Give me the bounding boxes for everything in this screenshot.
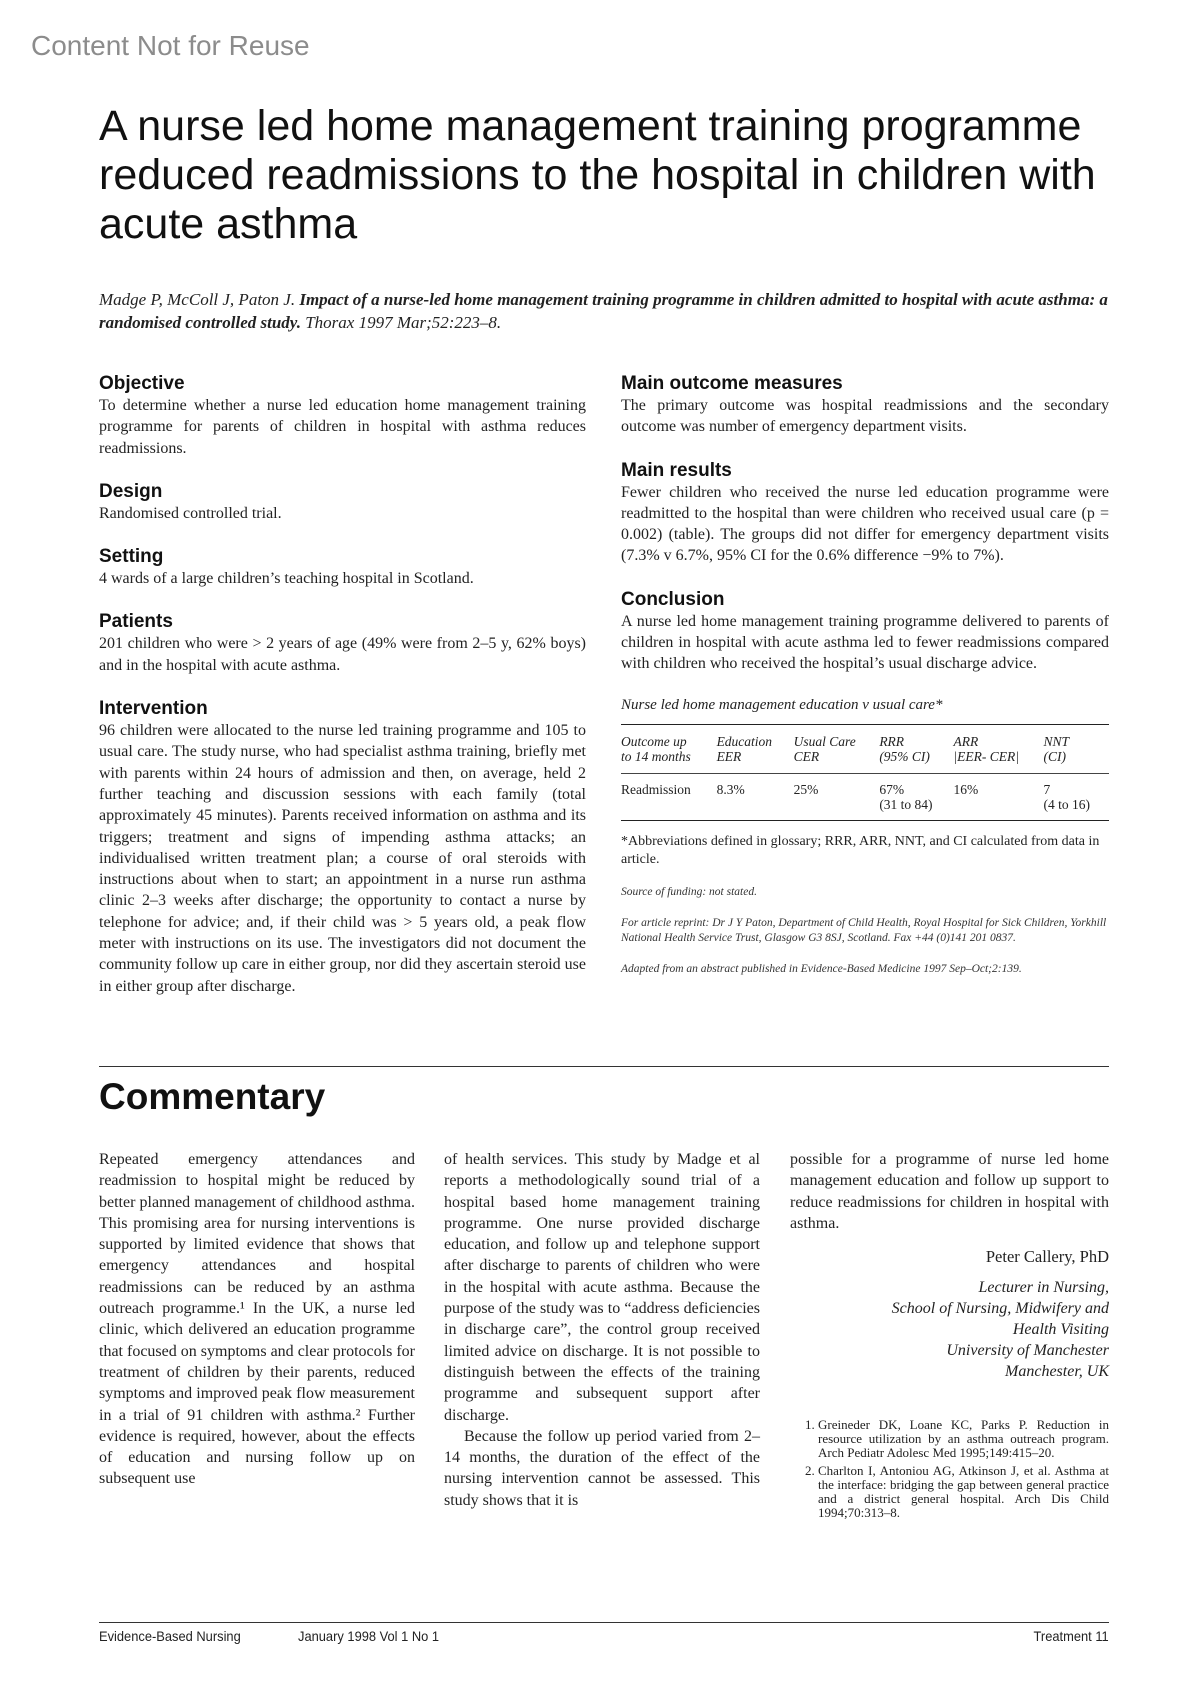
section-heading: Conclusion (621, 588, 725, 610)
footer-issue: January 1998 Vol 1 No 1 (298, 1628, 440, 1644)
section-text: 96 children were allocated to the nurse led training programme and 105 to usual care. The study nurse, who had specialist asthma training, briefly met with parents within 24 hours of admission and then, on average, held 2 further teaching and discussion sessions with each family (total approximately 45 minutes). Parents received information on asthma and its triggers; treatment and signs of impending asthma attacks; an individualised written treatment plan; a course of oral steroids with instructions about when to start; an appointment in a nurse run asthma clinic 2–3 weeks after discharge; the opportunity to contact a nurse by telephone for advice; and, if their child was > 5 years old, a peak flow meter with instructions on its use. The investigators did not document the community follow up care in either group, nor did they ascertain steroid use in either group after discharge. (99, 722, 586, 995)
header-nnt: NNT (CI) (1044, 724, 1109, 773)
section-text: Randomised controlled trial. (99, 504, 282, 522)
design-section (99, 481, 586, 524)
section-heading: Intervention (99, 698, 208, 720)
section-text: To determine whether a nurse led education home management training programme for parents of children in hospital with asthma reduces readmissions. (99, 397, 586, 457)
footer-journal: Evidence-Based Nursing (99, 1628, 241, 1644)
reference-list (790, 1418, 1109, 1520)
cell-cer: 25% (793, 781, 819, 797)
citation-authors: Madge P, McColl J, Paton J. (99, 290, 296, 309)
table-footnote: *Abbreviations defined in glossary; RRR, ARR, NNT, and CI calculated from data in article. (621, 833, 1100, 867)
conclusion-section (621, 589, 1109, 675)
header-eer: Education EER (717, 724, 794, 773)
commentary-column-3 (790, 1149, 1109, 1524)
section-text: 201 children who were > 2 years of age (49% were from 2–5 y, 62% boys) and in the hospital with acute asthma. (99, 635, 586, 674)
footer-rule (99, 1622, 1109, 1623)
section-heading: Setting (99, 546, 164, 568)
table-header-row (621, 724, 1109, 773)
header-outcome: Outcome up to 14 months (621, 724, 717, 773)
reprint-note: For article reprint: Dr J Y Paton, Department of Child Health, Royal Hospital for Sick Children, Yorkhill National Health Service Trust, Glasgow G3 8SJ, Scotland. Fax +44 (0)141 201 0837. (621, 916, 1107, 944)
intervention-section (99, 698, 586, 997)
section-text: Fewer children who received the nurse led education programme were readmitted to the hospital than were children who received usual care (p = 0.002) (table). The groups did not differ for emergency department visits (7.3% v 6.7%, 95% CI for the 0.6% difference −9% to 7%). (621, 483, 1109, 565)
citation-source: Thorax 1997 Mar;52:223–8. (305, 313, 502, 332)
main-outcome-section (621, 373, 1109, 438)
cell-outcome: Readmission (621, 781, 691, 797)
cell-rrr: 67% (31 to 84) (879, 781, 933, 812)
author-affiliation: Lecturer in Nursing, School of Nursing, Midwifery and Health Visiting University of Manchester Manchester, UK (891, 1279, 1109, 1381)
citation (99, 288, 1109, 334)
cell-eer: 8.3% (716, 781, 745, 797)
reference-item: 2. Charlton I, Antoniou AG, Atkinson J, et al. Asthma at the interface: bridging the gap between general practice and a district general hospital. Arch Dis Child 1994;70:313–8. (818, 1464, 1109, 1520)
section-heading: Objective (99, 373, 185, 394)
table-caption: Nurse led home management education v usual care* (621, 696, 943, 713)
header-cer: Usual Care CER (794, 724, 880, 773)
reference-item: 1. Greineder DK, Loane KC, Parks P. Reduction in resource utilization by an asthma outreach program. Arch Pediatr Adolesc Med 1995;149:415–20. (818, 1418, 1109, 1460)
commentary-paragraph: Repeated emergency attendances and readmission to hospital might be reduced by better planned management of childhood asthma. This promising area for nursing interventions is supported by limited evidence that shows that emergency attendances and hospital readmissions can be reduced by an asthma outreach programme.¹ In the UK, a nurse led clinic, which delivered an education programme that focused on symptoms and clear protocols for treatment of children by their parents, reduced symptoms and improved peak flow measurement in a trial of 91 children with asthma.² Further evidence is required, however, about the effects of education and nursing follow up on subsequent use (99, 1151, 415, 1488)
section-text: The primary outcome was hospital readmissions and the secondary outcome was number of emergency department visits. (621, 397, 1109, 436)
section-heading: Design (99, 480, 163, 502)
commentary-author: Peter Callery, PhD (985, 1247, 1109, 1267)
citation-title: Impact of a nurse-led home management training programme in children admitted to hospital with acute asthma: a randomised controlled study. (99, 290, 1108, 332)
adapted-note: Adapted from an abstract published in Evidence-Based Medicine 1997 Sep–Oct;2:139. (621, 962, 1022, 975)
watermark: Content Not for Reuse (31, 30, 310, 61)
header-arr: ARR |EER- CER| (953, 724, 1043, 773)
header-rrr: RRR (95% CI) (879, 724, 953, 773)
section-heading: Patients (99, 611, 173, 633)
article-title: A nurse led home management training programme reduced readmissions to the hospital in children with acute asthma (99, 102, 1096, 248)
commentary-paragraph: of health services. This study by Madge et al reports a methodologically sound trial of a hospital based home management training programme. One nurse provided discharge education, and follow up and telephone support after discharge to parents of children who were in the hospital with acute asthma. Because the purpose of the study was to “address deficiencies in discharge care”, the control group received limited advice on discharge. It is not possible to distinguish between the effects of the training programme and subsequent support after discharge. (444, 1151, 760, 1424)
section-heading: Main outcome measures (621, 373, 843, 394)
commentary-paragraph: possible for a programme of nurse led home management education and follow up support to reduce readmissions for children in hospital with asthma. (790, 1151, 1109, 1232)
commentary-paragraph: Because the follow up period varied from 2–14 months, the duration of the effect of the nursing intervention cannot be assessed. This study shows that it is (444, 1427, 760, 1509)
section-divider (99, 1066, 1109, 1067)
objective-section (99, 373, 586, 459)
main-results-section (621, 460, 1109, 567)
abstract-right-column (621, 373, 1109, 977)
patients-section (99, 611, 586, 676)
commentary-heading: Commentary (99, 1076, 326, 1117)
footer-page: Treatment 11 (1033, 1628, 1109, 1644)
outcome-table (621, 724, 1109, 821)
cell-arr: 16% (953, 781, 979, 797)
cell-nnt: 7 (4 to 16) (1043, 781, 1091, 812)
section-text: 4 wards of a large children’s teaching hospital in Scotland. (99, 570, 474, 588)
section-heading: Main results (621, 459, 732, 481)
table-row (621, 773, 1109, 820)
funding-note: Source of funding: not stated. (621, 885, 757, 898)
commentary-column-2 (444, 1149, 760, 1511)
commentary-column-1 (99, 1149, 415, 1490)
section-text: A nurse led home management training programme delivered to parents of children in hospital with acute asthma led to fewer readmissions compared with children who received the hospital’s usual discharge advice. (621, 612, 1109, 673)
setting-section (99, 546, 586, 589)
abstract-left-column (99, 373, 586, 1019)
